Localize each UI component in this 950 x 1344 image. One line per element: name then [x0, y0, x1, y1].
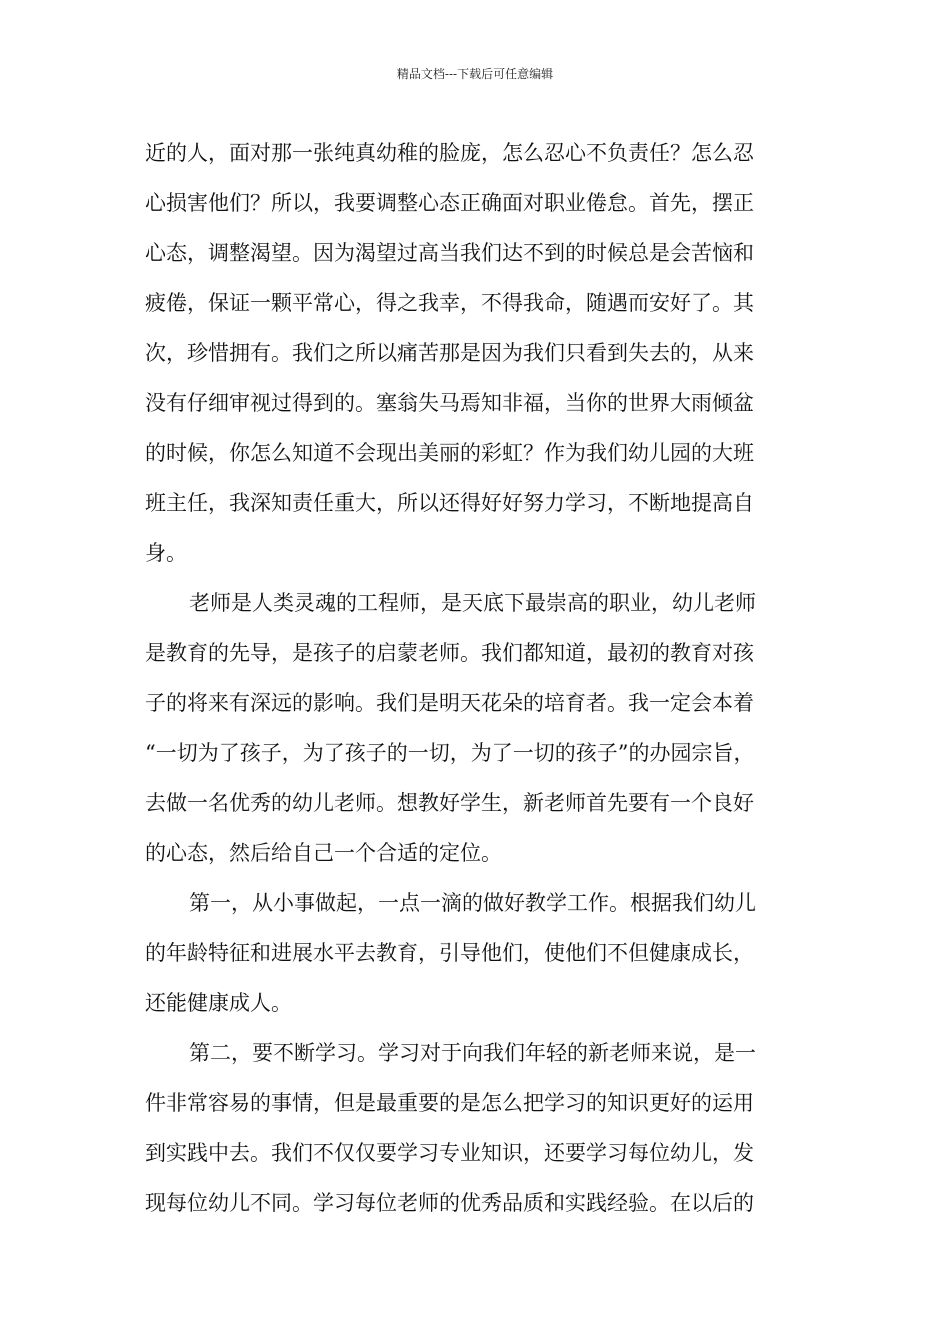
text-line: 身。 [145, 541, 187, 565]
page-header: 精品文档---下载后可任意编辑 [396, 67, 554, 81]
text-line: 心态，调整渴望。因为渴望过高当我们达不到的时候总是会苦恼和 [145, 241, 754, 265]
text-line: 没有仔细审视过得到的。塞翁失马焉知非福，当你的世界大雨倾盆 [145, 391, 754, 415]
text-line: 近的人，面对那一张纯真幼稚的脸庞，怎么忍心不负责任？怎么忍 [145, 141, 754, 165]
text-line: 还能健康成人。 [145, 991, 292, 1015]
text-line: 是教育的先导，是孩子的启蒙老师。我们都知道，最初的教育对孩 [145, 641, 754, 665]
text-line: 第二，要不断学习。学习对于向我们年轻的新老师来说，是一 [189, 1041, 756, 1065]
body-text [145, 128, 825, 1228]
text-line: 心损害他们？所以，我要调整心态正确面对职业倦怠。首先，摆正 [145, 191, 754, 215]
text-line: 去做一名优秀的幼儿老师。想教好学生，新老师首先要有一个良好 [145, 791, 754, 815]
text-line: 的时候，你怎么知道不会现出美丽的彩虹？作为我们幼儿园的大班 [145, 441, 754, 465]
text-line: 到实践中去。我们不仅仅要学习专业知识，还要学习每位幼儿，发 [145, 1141, 754, 1165]
text-line: 次，珍惜拥有。我们之所以痛苦那是因为我们只看到失去的，从来 [145, 341, 754, 365]
text-line: 子的将来有深远的影响。我们是明天花朵的培育者。我一定会本着 [145, 691, 754, 715]
text-line: 的心态，然后给自己一个合适的定位。 [145, 841, 502, 865]
text-line: 件非常容易的事情，但是最重要的是怎么把学习的知识更好的运用 [145, 1091, 754, 1115]
text-line: 第一，从小事做起，一点一滴的做好教学工作。根据我们幼儿 [189, 891, 756, 915]
text-line: 现每位幼儿不同。学习每位老师的优秀品质和实践经验。在以后的 [145, 1191, 754, 1215]
text-line: 疲倦，保证一颗平常心，得之我幸，不得我命，随遇而安好了。其 [145, 291, 754, 315]
text-line: 班主任，我深知责任重大，所以还得好好努力学习，不断地提高自 [145, 491, 754, 515]
text-line: 的年龄特征和进展水平去教育，引导他们，使他们不但健康成长， [145, 941, 754, 965]
text-line: 老师是人类灵魂的工程师，是天底下最崇高的职业，幼儿老师 [189, 591, 756, 615]
text-line: “一切为了孩子，为了孩子的一切，为了一切的孩子”的办园宗旨， [145, 741, 755, 765]
